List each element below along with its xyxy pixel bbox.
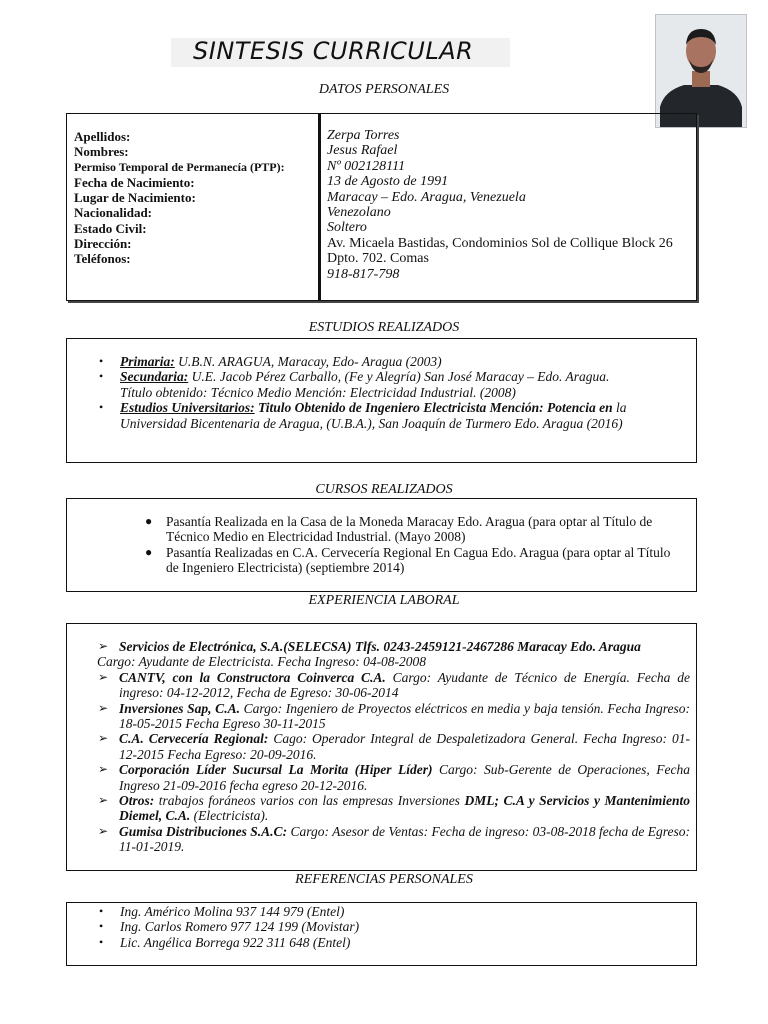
employer-name: Servicios de Electrónica, S.A.(SELECSA) Tlfs. 0243-2459121-2467286 Maracay Edo. Aragua: [119, 639, 641, 654]
employer-name: Inversiones Sap, C.A.: [119, 700, 240, 716]
course-text: Pasantía Realizadas en C.A. Cervecería Regional En Cagua Edo. Aragua (para optar al Título de Ingeniero Electricista) (septiembre 2014): [166, 544, 671, 576]
list-item: [97, 654, 690, 669]
study-label: Primaria:: [120, 354, 175, 369]
study-text: U.E. Jacob Pérez Carballo, (Fe y Alegría) San José Maracay – Edo. Aragua.: [188, 369, 610, 385]
bullet-icon: •: [99, 934, 104, 949]
list-item: [99, 934, 680, 950]
value-lugar-nacimiento: Maracay – Edo. Aragua, Venezuela: [327, 189, 526, 205]
personal-values: [327, 128, 673, 282]
value-direccion-2: Dpto. 702. Comas: [327, 251, 429, 267]
bullet-icon: ●: [145, 514, 153, 528]
bullet-icon: •: [99, 400, 104, 415]
job-text: Cargo: Sub-Gerente de Operaciones, Fecha Ingreso 21-09-2016 fecha egreso 20-12-2016.: [119, 762, 691, 793]
job-text: Cargo: Ayudante de Técnico de Energía. Fecha de ingreso: 04-12-2012, Fecha de Egreso: 30-06-2014: [119, 669, 690, 701]
experience-list: [97, 639, 691, 855]
personal-labels: [74, 129, 285, 267]
experience-box: [66, 623, 697, 871]
job-text-2: (Electricista).: [190, 808, 269, 824]
person-photo-icon: [656, 15, 746, 127]
label-telefonos: Teléfonos:: [74, 251, 131, 267]
list-item: [98, 793, 690, 824]
section-heading-courses: CURSOS REALIZADOS: [315, 482, 453, 497]
section-heading-experience: EXPERIENCIA LABORAL: [308, 593, 460, 608]
label-direccion: Dirección:: [74, 236, 132, 252]
studies-list: [99, 354, 680, 431]
courses-box: [66, 498, 697, 592]
label-nombres: Nombres:: [74, 144, 129, 160]
bullet-icon: •: [99, 354, 104, 368]
arrow-bullet-icon: ➢: [98, 669, 109, 684]
study-text: la: [616, 400, 627, 416]
bullet-icon: •: [99, 919, 104, 934]
references-box: [66, 902, 697, 966]
study-text-line2: Título obtenido: Técnico Medio Mención: Electricidad Industrial. (2008): [120, 384, 516, 400]
employer-name-2: DML; C.A y Servicios y Mantenimiento Diemel, C.A.: [119, 793, 690, 824]
arrow-bullet-icon: ➢: [98, 731, 109, 746]
reference-text: Ing. Américo Molina 937 144 979 (Entel): [120, 904, 345, 919]
list-item: [99, 904, 680, 919]
study-text: U.B.N. ARAGUA, Maracay, Edo- Aragua (2003): [174, 354, 442, 369]
reference-text: Ing. Carlos Romero 977 124 199 (Movistar): [120, 919, 360, 935]
study-bold-text: Titulo Obtenido de Ingeniero Electricista Mención: Potencia en: [254, 400, 617, 416]
value-apellidos: Zerpa Torres: [327, 128, 400, 143]
job-text: trabajos foráneos varios con las empresas Inversiones: [154, 793, 465, 809]
employer-name: Gumisa Distribuciones S.A.C:: [119, 823, 288, 839]
references-list: [99, 904, 680, 950]
study-label: Estudios Universitarios:: [120, 400, 255, 416]
list-item: [145, 544, 681, 576]
study-text-line2: Universidad Bicentenaria de Aragua, (U.B.A.), San Joaquín de Turmero Edo. Aragua (2016): [120, 415, 623, 431]
column-divider: [318, 114, 321, 300]
reference-text: Lic. Angélica Borrega 922 311 648 (Entel): [120, 934, 351, 950]
label-lugar-nacimiento: Lugar de Nacimiento:: [74, 190, 196, 206]
personal-data-box: [66, 113, 697, 301]
value-direccion: Av. Micaela Bastidas, Condominios Sol de Collique Block 26: [327, 235, 673, 251]
list-item: [145, 514, 681, 545]
arrow-bullet-icon: ➢: [98, 639, 109, 653]
label-estado-civil: Estado Civil:: [74, 220, 147, 236]
employer-name: CANTV, con la Constructora Coinverca C.A.: [119, 669, 386, 685]
label-nacionalidad: Nacionalidad:: [74, 205, 153, 221]
bullet-icon: ●: [145, 544, 153, 559]
value-telefonos: 918-817-798: [327, 266, 400, 282]
list-item: [98, 731, 691, 762]
list-item: [98, 639, 690, 654]
profile-photo: [655, 14, 747, 128]
arrow-bullet-icon: ➢: [98, 762, 109, 777]
value-fecha-nacimiento: 13 de Agosto de 1991: [327, 174, 449, 190]
courses-list: [145, 514, 681, 576]
label-apellidos: Apellidos:: [74, 129, 131, 144]
label-ptp: Permiso Temporal de Permanecía (PTP):: [74, 159, 285, 174]
value-nombres: Jesus Rafael: [327, 143, 398, 159]
job-text: Cago: Operador Integral de Despaletizadora General. Fecha Ingreso: 01-12-2015 Fecha Egreso: 20-09-2016.: [119, 731, 691, 762]
value-ptp: Nº 002128111: [327, 158, 406, 174]
employer-name: Corporación Líder Sucursal La Morita (Hiper Líder): [119, 762, 433, 778]
value-estado-civil: Soltero: [327, 220, 367, 236]
arrow-bullet-icon: ➢: [98, 793, 109, 808]
job-text: Cargo: Asesor de Ventas: Fecha de ingreso: 03-08-2018 fecha de Egreso: 11-01-2019.: [119, 823, 690, 855]
label-fecha-nacimiento: Fecha de Nacimiento:: [74, 174, 195, 190]
bullet-icon: •: [99, 369, 104, 384]
arrow-bullet-icon: ➢: [98, 700, 109, 715]
studies-box: [66, 338, 697, 463]
list-item: [99, 400, 680, 431]
employer-name: Otros:: [119, 793, 155, 809]
course-text: Pasantía Realizada en la Casa de la Moneda Maracay Edo. Aragua (para optar al Título de Técnico Medio en Electricidad Industrial. (Mayo 2008): [166, 514, 653, 545]
list-item: [98, 700, 690, 732]
section-heading-references: REFERENCIAS PERSONALES: [295, 872, 473, 887]
list-item: [99, 369, 680, 400]
employer-name: C.A. Cervecería Regional:: [119, 731, 269, 747]
list-item: [98, 823, 690, 855]
bullet-icon: •: [99, 904, 104, 918]
list-item: [98, 762, 691, 793]
value-nacionalidad: Venezolano: [327, 205, 391, 221]
section-heading-personal: DATOS PERSONALES: [318, 82, 450, 97]
arrow-bullet-icon: ➢: [98, 823, 109, 838]
section-heading-studies: ESTUDIOS REALIZADOS: [308, 320, 460, 335]
job-text: Cargo: Ingeniero de Proyectos eléctricos en media y baja tensión. Fecha Ingreso: 18-05-2015 Fecha Egreso 30-11-2015: [119, 700, 690, 732]
list-item: [99, 919, 680, 935]
list-item: [99, 354, 680, 369]
page-title: SINTESIS CURRICULAR: [193, 37, 474, 65]
list-item: [98, 669, 690, 701]
job-text: Cargo: Ayudante de Electricista. Fecha Ingreso: 04-08-2008: [97, 654, 427, 670]
study-label: Secundaria:: [120, 369, 189, 385]
